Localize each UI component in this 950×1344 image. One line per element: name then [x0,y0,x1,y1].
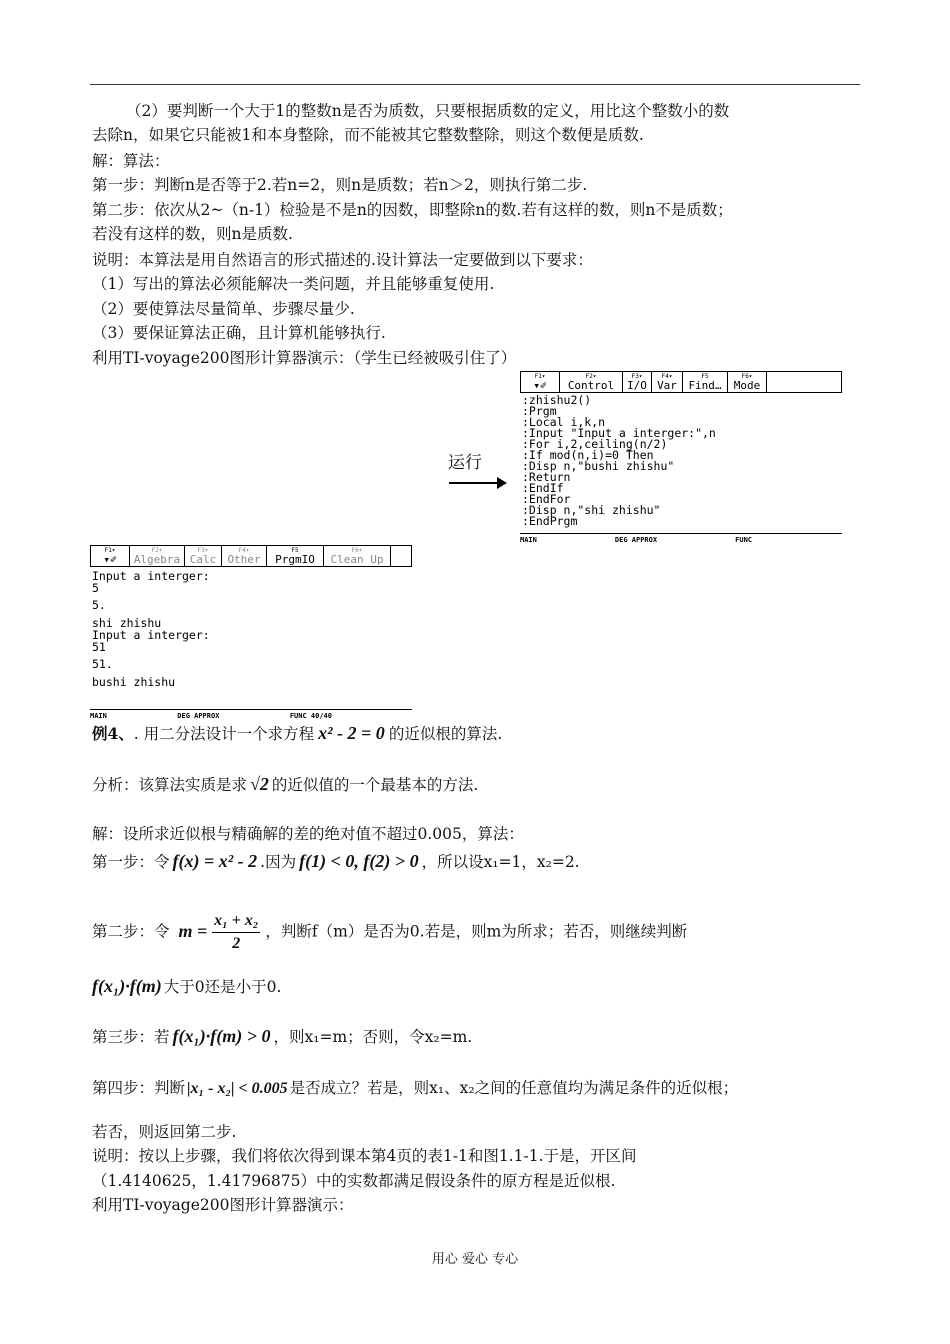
code-area[interactable] [520,393,842,533]
tool-button[interactable]: F4▾ Var [652,372,683,392]
output-line: 5 [92,581,99,595]
note-line: 说明：按以上步骤，我们将依次得到课本第4页的表1-1和图1.1-1.于是，开区间 [92,1147,637,1165]
para-line: 第二步：依次从2~（n-1）检验是不是n的因数，即整除n的数.若有这样的数，则n不是质数； [92,201,733,219]
tool-button[interactable]: F2▾ Control [560,372,623,392]
editor-toolbar [520,371,842,393]
para-line: 第一步：判断n是否等于2.若n=2，则n是质数；若n＞2，则执行第二步. [92,176,588,194]
tool-button[interactable]: F3▾ Calc [185,546,222,566]
para-line: 利用TI-voyage200图形计算器演示：（学生已经被吸引住了） [92,349,517,367]
code-line: :Disp n,"shi zhishu" [522,503,661,517]
equation: x² - 2 = 0 [318,723,385,743]
solve-line: 解：设所求近似根与精确解的差的绝对值不超过0.005，算法： [92,825,524,843]
step-2: 第二步：令 m = $\frac{\text{x₁ + x₂}}{2}$ ，判断f（m）是否为0.若是，则m为所求；若否，则继续判断 [92,910,687,955]
tool-button[interactable]: F1▾ ▾✐ [91,546,130,566]
output-line: shi zhishu [92,616,162,630]
output-line: Input a interger: [92,628,210,642]
code-line: :Local i,k,n [522,415,606,429]
output-line: bushi zhishu [92,675,176,689]
para-line: 解：算法： [92,152,170,170]
code-line: :If mod(n,i)=0 Then [522,448,654,462]
step-4-cont: 若否，则返回第二步. [92,1123,237,1141]
code-line: :Prgm [522,404,557,418]
code-line: :EndPrgm [522,514,578,528]
output-line: 51 [92,640,106,654]
right-arrow-icon [449,482,505,484]
code-line: :zhishu2() [522,393,592,407]
code-line: :For i,2,ceiling(n/2) [522,437,668,451]
note-line: （1.4140625，1.41796875）中的实数都满足假设条件的原方程是近似根. [92,1172,616,1190]
para-line: （2）要判断一个大于1的整数n是否为质数，只要根据质数的定义，用比这个整数小的数 [126,102,730,120]
code-line: :Return [522,470,571,484]
step-2-cont: f(x₁)·f(m) 大于0还是小于0. [92,976,282,996]
tool-button[interactable]: F2▾ Algebra [130,546,185,566]
tool-button[interactable]: F6▾ Mode [728,372,767,392]
para-line: 去除n，如果它只能被1和本身整除，而不能被其它整数整除，则这个数便是质数. [92,126,644,144]
sqrt-two: √2 [250,774,269,794]
example-4-heading: 例4、. 用二分法设计一个求方程 x² - 2 = 0 的近似根的算法. [92,723,503,743]
status-bar: MAIN DEG APPROX FUNC 40/40 [90,709,412,720]
page-footer: 用心 爱心 专心 [431,1252,519,1267]
code-line: :Disp n,"bushi zhishu" [522,459,675,473]
step-3: 第三步：若 f(x₁)·f(m) > 0 ，则x₁=m；否则，令x₂=m. [92,1026,473,1046]
analysis-line: 分析：该算法实质是求 √2 的近似值的一个最基本的方法. [92,774,479,794]
para-line: 说明：本算法是用自然语言的形式描述的.设计算法一定要做到以下要求： [92,251,593,269]
run-label: 运行 [448,453,482,473]
output-line: 5. [92,598,106,612]
home-screen [90,545,412,720]
tool-button[interactable]: F5 Find… [683,372,728,392]
output-area [90,567,412,709]
tool-button[interactable]: F1▾ ▾✐ [521,372,560,392]
tool-button[interactable]: F4▾ Other [222,546,267,566]
note-line: 利用TI-voyage200图形计算器演示： [92,1196,354,1214]
output-line: 51. [92,657,113,671]
status-bar: MAIN DEG APPROX FUNC [520,533,842,544]
tool-button[interactable]: F6▾ Clean Up [324,546,391,566]
tool-button[interactable]: F5 PrgmIO [267,546,324,566]
output-line: Input a interger: [92,569,210,583]
home-toolbar [90,545,412,567]
code-line: :EndIf [522,481,564,495]
para-line: 若没有这样的数，则n是质数. [92,225,293,243]
code-line: :Input "Input a interger:",n [522,426,716,440]
tool-button[interactable]: F3▾ I/O [623,372,652,392]
step-4: 第四步：判断 |x₁ - x₂| < 0.005 是否成立？若是，则x₁、x₂之间的任意值均为满足条件的近似根； [92,1079,739,1097]
para-line: （2）要使算法尽量简单、步骤尽量少. [92,300,355,318]
para-line: （1）写出的算法必须能解决一类问题，并且能够重复使用. [92,275,495,293]
header-rule [90,84,860,85]
code-line: :EndFor [522,492,571,506]
para-line: （3）要保证算法正确，且计算机能够执行. [92,324,386,342]
fraction: $\frac{\text{x₁ + x₂}}{2}$ [214,912,259,952]
program-editor-screen [520,371,842,546]
step-1: 第一步：令 f(x) = x² - 2 .因为 f(1) < 0, f(2) > 0 ，所以设x₁=1，x₂=2. [92,851,580,871]
